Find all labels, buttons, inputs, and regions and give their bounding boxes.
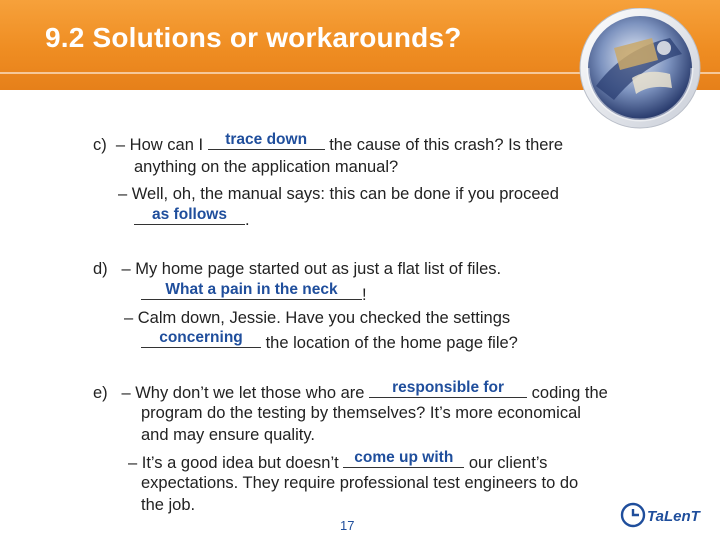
item-d-line-3: – Calm down, Jessie. Have you checked the settings [124,309,511,327]
item-d-text: the location of the home page file? [261,334,518,352]
answer-blank [369,380,527,398]
answer-text: concerning [159,329,243,346]
item-c-text: – How can I [115,136,208,154]
item-c-line-1 [93,132,563,157]
answer-text: as follows [152,206,227,223]
slide-title: 9.2 Solutions or workarounds? [45,22,462,53]
item-e-line-3: and may ensure quality. [141,426,315,444]
item-c-line-2: anything on the application manual? [134,158,399,176]
answer-text: responsible for [392,379,505,396]
item-e-label: e) [93,384,108,402]
item-d-text: – My home page started out as just a flat list of files. [121,260,502,278]
item-d-label: d) [93,260,108,278]
answer-blank [134,207,245,225]
item-d-text: ! [362,286,367,304]
item-e-text: – It’s a good idea but doesn’t [128,454,344,472]
answer-blank [208,132,325,150]
item-c-text: the cause of this crash? Is there [324,136,564,154]
item-e-line-5: expectations. They require professional test engineers to do [141,474,579,492]
answer-blank [141,330,261,348]
answer-text: come up with [354,449,454,466]
item-d-line-4 [141,330,518,355]
item-d-line-1 [93,258,501,281]
item-e-line-2: program do the testing by themselves? It’s more economical [141,404,581,422]
item-c-line-4 [134,207,250,232]
answer-blank [343,450,464,468]
answer-text: What a pain in the neck [165,281,338,298]
item-e-line-6: the job. [141,496,196,514]
item-c-text: . [245,211,250,229]
item-e-text: – Why don’t we let those who are [121,384,370,402]
talent-logo [620,500,715,530]
answer-text: trace down [225,131,308,148]
item-c-line-3: – Well, oh, the manual says: this can be done if you proceed [118,185,559,203]
answer-blank [141,282,362,300]
item-e-text: coding the [527,384,608,402]
item-e-text: our client’s [464,454,548,472]
item-d-line-2 [141,282,367,307]
page-number: 17 [340,518,355,533]
logo-text: TaLenT [647,508,700,525]
item-c-label: c) [93,136,107,154]
